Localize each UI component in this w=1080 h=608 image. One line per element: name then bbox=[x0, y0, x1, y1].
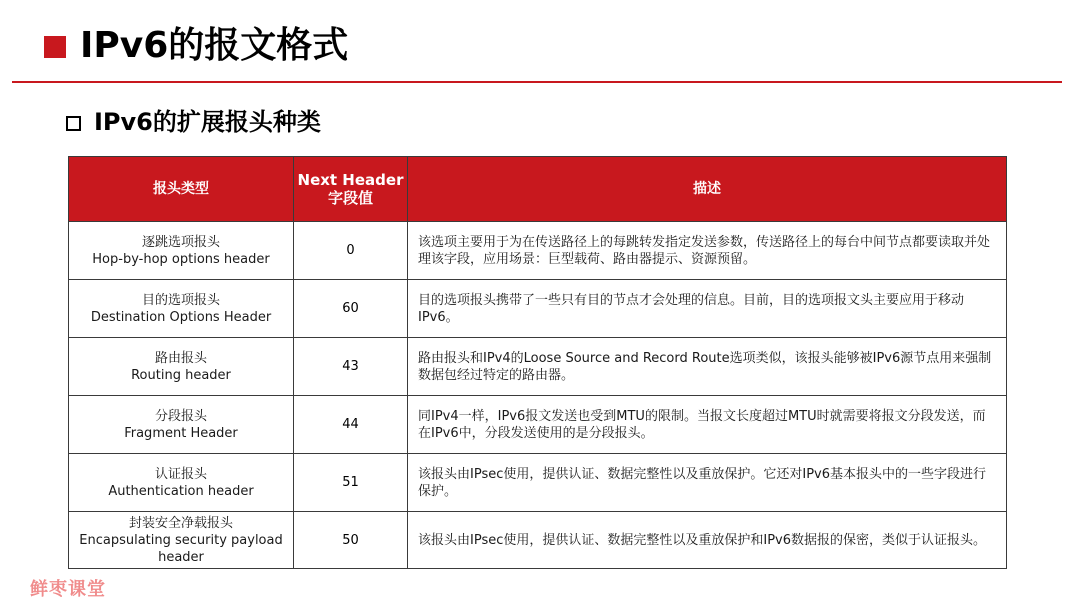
header-name-cn: 逐跳选项报头 bbox=[141, 234, 220, 250]
extension-header-table bbox=[68, 156, 1007, 569]
header-description-cell: 该选项主要用于为在传送路径上的每跳转发指定发送参数，传送路径上的每台中间节点都要读取并处理该字段，应用场景：巨型载荷、路由器提示、资源预留。 bbox=[408, 222, 1007, 280]
header-type-cell bbox=[69, 396, 294, 454]
header-description-cell: 该报头由IPsec使用，提供认证、数据完整性以及重放保护和IPv6数据报的保密，类似于认证报头。 bbox=[408, 512, 1007, 569]
header-description-cell: 路由报头和IPv4的Loose Source and Record Route选项类似，该报头能够被IPv6源节点用来强制数据包经过特定的路由器。 bbox=[408, 338, 1007, 396]
table-row bbox=[69, 280, 1007, 338]
section-subtitle: IPv6的扩展报头种类 bbox=[94, 108, 321, 136]
header-name-en: Encapsulating security payload header bbox=[79, 532, 283, 565]
header-type-cell bbox=[69, 512, 294, 569]
table-header-row bbox=[69, 157, 1007, 222]
header-name-en: Routing header bbox=[131, 367, 231, 383]
header-name-cn: 路由报头 bbox=[154, 350, 207, 366]
header-name-cn: 分段报头 bbox=[154, 408, 207, 424]
page-title: IPv6的报文格式 bbox=[80, 25, 349, 66]
header-name-cn: 封装安全净载报头 bbox=[128, 515, 233, 531]
header-next-header: Next Header 字段值 bbox=[294, 157, 408, 222]
next-header-value: 51 bbox=[294, 454, 408, 512]
next-header-value: 44 bbox=[294, 396, 408, 454]
table-row bbox=[69, 338, 1007, 396]
title-bullet bbox=[44, 36, 66, 58]
next-header-value: 50 bbox=[294, 512, 408, 569]
header-type-cell bbox=[69, 338, 294, 396]
header-description-cell: 同IPv4一样，IPv6报文发送也受到MTU的限制。当报文长度超过MTU时就需要将报文分段发送，而在IPv6中，分段发送使用的是分段报头。 bbox=[408, 396, 1007, 454]
table-row bbox=[69, 396, 1007, 454]
header-name-en: Fragment Header bbox=[124, 425, 238, 441]
table-row bbox=[69, 512, 1007, 569]
header-description-cell: 该报头由IPsec使用，提供认证、数据完整性以及重放保护。它还对IPv6基本报头中的一些字段进行保护。 bbox=[408, 454, 1007, 512]
header-type-cell bbox=[69, 280, 294, 338]
header-name-en: Authentication header bbox=[108, 483, 254, 499]
watermark: 鲜枣课堂 bbox=[30, 579, 106, 600]
header-name-en: Destination Options Header bbox=[90, 309, 272, 325]
header-description: 描述 bbox=[408, 157, 1007, 222]
header-name-en: Hop-by-hop options header bbox=[92, 251, 270, 267]
table-row bbox=[69, 454, 1007, 512]
next-header-value: 0 bbox=[294, 222, 408, 280]
subtitle-bullet bbox=[66, 116, 81, 131]
header-type-cell bbox=[69, 222, 294, 280]
next-header-value: 60 bbox=[294, 280, 408, 338]
header-description-cell: 目的选项报头携带了一些只有目的节点才会处理的信息。目前，目的选项报文头主要应用于移动IPv6。 bbox=[408, 280, 1007, 338]
table-row bbox=[69, 222, 1007, 280]
next-header-value: 43 bbox=[294, 338, 408, 396]
header-type-cell bbox=[69, 454, 294, 512]
header-name-cn: 目的选项报头 bbox=[141, 292, 220, 308]
header-type: 报头类型 bbox=[69, 157, 294, 222]
header-name-cn: 认证报头 bbox=[154, 466, 207, 482]
title-divider bbox=[12, 81, 1062, 83]
